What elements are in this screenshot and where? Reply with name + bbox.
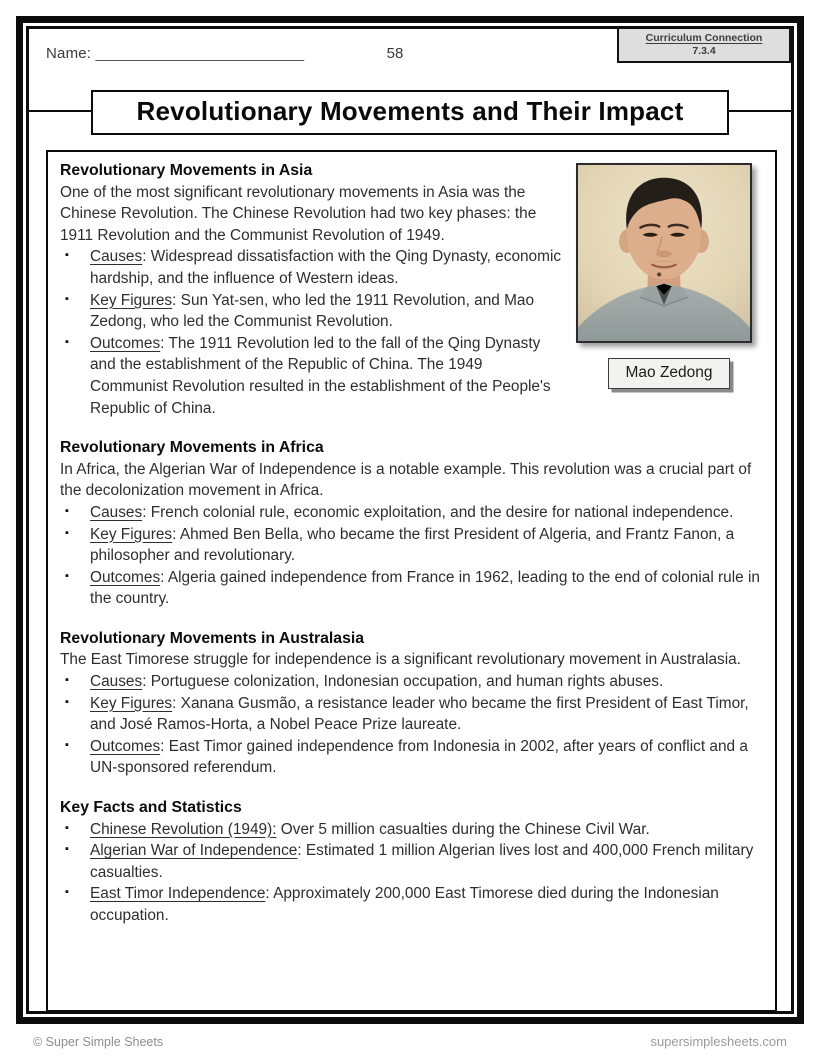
bullet-item (60, 567, 762, 610)
bullet-item (60, 840, 762, 883)
bullet-text: : Xanana Gusmão, a resistance leader who became the first President of East Timor, and José Ramos-Horta, a Nobel Peace Prize laureate. (90, 694, 749, 734)
bullet-text: : The 1911 Revolution led to the fall of the Qing Dynasty and the establishment of the Republic of China. The 1949 Communist Revolution resulted in the establishment of the People's Republic of China. (90, 334, 551, 417)
bullet-square-icon: ▪ (65, 292, 69, 305)
bullet-square-icon: ▪ (65, 674, 69, 687)
bullet-text: : Ahmed Ben Bella, who became the first President of Algeria, and Frantz Fanon, a philosopher and revolutionary. (90, 525, 735, 565)
section-heading: Key Facts and Statistics (60, 799, 242, 817)
bullet-label: Key Figures (90, 525, 173, 543)
bullet-label: Causes (90, 503, 143, 521)
section-intro: The East Timorese struggle for independence is a significant revolutionary movement in Australasia. (60, 651, 741, 669)
bullet-item (60, 693, 762, 736)
bullet-item (60, 290, 762, 333)
section-africa (60, 437, 762, 610)
bullet-text: : Sun Yat-sen, who led the 1911 Revolution, and Mao Zedong, who led the Communist Revolution. (90, 291, 535, 331)
bullet-item (60, 671, 762, 693)
bullet-label: Key Figures (90, 694, 173, 712)
bullet-square-icon: ▪ (65, 821, 69, 834)
section-intro: One of the most significant revolutionary movements in Asia was the Chinese Revolution. The Chinese Revolution had two key phases: the 1911 Revolution and the Communist Revolution of 1949. (60, 183, 537, 244)
footer-website: supersimplesheets.com (650, 1034, 787, 1049)
bullet-text: : Widespread dissatisfaction with the Qing Dynasty, economic hardship, and the influence of Western ideas. (90, 248, 562, 287)
section-australasia (60, 628, 762, 779)
bullet-text: : Approximately 200,000 East Timorese died during the Indonesian occupation. (90, 885, 719, 924)
bullet-label: Outcomes (90, 737, 161, 755)
curriculum-connection-title: Curriculum Connection (645, 32, 763, 44)
page-number: 58 (386, 45, 404, 62)
curriculum-connection-box (617, 29, 791, 63)
bullet-square-icon: ▪ (65, 695, 69, 708)
bullet-label: Causes (90, 248, 143, 266)
bullet-item (60, 333, 762, 419)
bullet-square-icon: ▪ (65, 738, 69, 751)
bullet-label: Key Figures (90, 291, 173, 309)
bullet-text: : East Timor gained independence from Indonesia in 2002, after years of conflict and a UN-sponsored referendum. (90, 737, 748, 777)
bullet-item (60, 246, 762, 289)
bullet-square-icon: ▪ (65, 569, 69, 582)
bullet-item (60, 819, 762, 841)
section-heading: Revolutionary Movements in Asia (60, 162, 313, 179)
bullet-label: Outcomes (90, 568, 161, 586)
bullet-label: Chinese Revolution (1949): (90, 820, 277, 838)
name-label: Name: (46, 45, 92, 62)
bullet-square-icon: ▪ (65, 526, 69, 539)
section-heading: Revolutionary Movements in Africa (60, 439, 324, 457)
bullet-item (60, 524, 762, 567)
bullet-square-icon: ▪ (65, 843, 69, 856)
bullet-label: Outcomes (90, 334, 161, 352)
section-heading: Revolutionary Movements in Australasia (60, 629, 365, 647)
bullet-text: : Estimated 1 million Algerian lives lost and 400,000 French military casualties. (90, 842, 754, 881)
bullet-label: East Timor Independence (90, 885, 266, 903)
bullet-text: : Portuguese colonization, Indonesian occupation, and human rights abuses. (142, 673, 664, 691)
bullet-item (60, 883, 762, 926)
curriculum-connection-code: 7.3.4 (692, 45, 716, 57)
worksheet-title: Revolutionary Movements and Their Impact (91, 90, 729, 135)
bullet-item (60, 502, 762, 524)
bullet-square-icon: ▪ (65, 335, 69, 348)
photo-caption: Mao Zedong (608, 358, 730, 389)
section-key-facts (60, 797, 762, 927)
bullet-text: Over 5 million casualties during the Chinese Civil War. (276, 820, 650, 838)
footer-copyright: © Super Simple Sheets (33, 1035, 164, 1049)
bullet-label: Causes (90, 673, 143, 691)
bullet-square-icon: ▪ (65, 249, 69, 262)
bullet-square-icon: ▪ (65, 886, 69, 899)
bullet-text: : French colonial rule, economic exploitation, and the desire for national independence. (142, 503, 734, 521)
section-intro: In Africa, the Algerian War of Independence is a notable example. This revolution was a crucial part of the decolonization movement in Africa. (60, 460, 752, 500)
bullet-label: Algerian War of Independence (90, 842, 298, 860)
bullet-item (60, 736, 762, 779)
bullet-text: : Algeria gained independence from France in 1962, leading to the end of colonial rule in the country. (90, 568, 760, 608)
name-blank-line: _________________________ (95, 45, 305, 62)
worksheet-content-box (46, 150, 777, 1012)
bullet-square-icon: ▪ (65, 504, 69, 517)
